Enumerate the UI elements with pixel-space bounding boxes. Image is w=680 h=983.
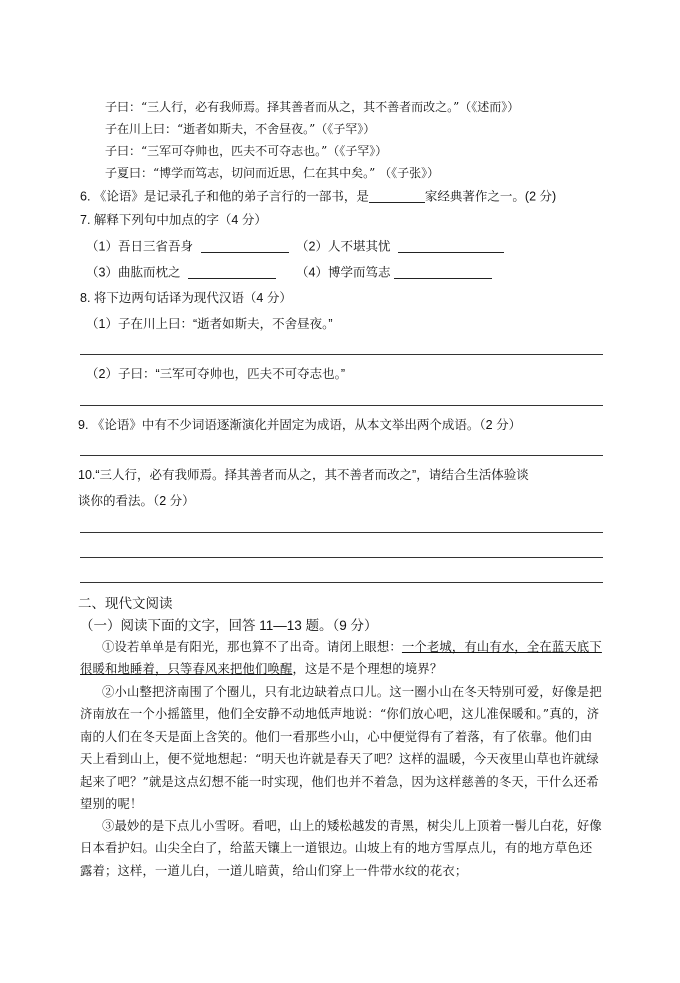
quote-line-4: 子夏曰：“博学而笃志，切问而近思，仁在其中矣。” （《子张》） bbox=[105, 166, 440, 180]
passage-paragraph-1 bbox=[80, 636, 602, 681]
answer-line[interactable] bbox=[80, 405, 603, 406]
passage-p1-underlined: 一个老城，有山有水，全在蓝天底下很暖和地睡着，只等春风来把他们唤醒 bbox=[80, 640, 602, 677]
passage-p1-start: ①设若单单是有阳光，那也算不了出奇。请闭上眼想： bbox=[102, 640, 402, 654]
passage-p3-text: ③最妙的是下点儿小雪呀。看吧，山上的矮松越发的青黑，树尖儿上顶着一髻儿白花，好像日本看护妇。山尖全白了，给蓝天镶上一道银边。山坡上有的地方雪厚点儿，有的地方草色还露着；这样，一道儿白，一道儿暗黄，给山们穿上一件带水纹的花衣； bbox=[80, 819, 602, 878]
section-title: 二、现代文阅读 bbox=[78, 596, 173, 611]
question-6 bbox=[80, 190, 556, 203]
passage-p2-text: ②小山整把济南围了个圈儿，只有北边缺着点口儿。这一圈小山在冬天特别可爱，好像是把济南放在一个小摇篮里，他们全安静不动地低声地说：“你们放心吧，这儿准保暖和。”真的，济南的人们在冬天是面上含笑的。他们一看那些小山，心中便觉得有了着落，有了依靠。他们由天上看到山上，便不觉地想起：“明天也许就是春天了吧？这样的温暖，今天夜里山草也许就绿起来了吧？”就是这点幻想不能一时实现，他们也并不着急，因为这样慈善的冬天，干什么还希望别的呢！ bbox=[80, 685, 602, 812]
question-6-suffix: 家经典著作之一。(2 分) bbox=[424, 189, 557, 204]
question-8-title: 8. 将下边两句话译为现代汉语（4 分） bbox=[80, 291, 292, 305]
question-10-line-1: 10.“三人行，必有我师焉。择其善者而从之，其不善者而改之”，请结合生活体验谈 bbox=[78, 468, 529, 482]
question-7-row-1 bbox=[86, 240, 289, 253]
question-7-blank-4[interactable] bbox=[394, 266, 492, 279]
question-7-blank-2[interactable] bbox=[398, 240, 504, 253]
question-7-row-4 bbox=[296, 266, 492, 279]
quote-line-3: 子曰：“三军可夺帅也，匹夫不可夺志也。”（《子罕》） bbox=[105, 144, 388, 158]
question-7-item-3: （3）曲肱而枕之 bbox=[86, 265, 181, 280]
answer-line[interactable] bbox=[80, 557, 603, 558]
answer-line[interactable] bbox=[80, 582, 603, 583]
question-7-row-2 bbox=[296, 240, 504, 253]
answer-line[interactable] bbox=[80, 532, 603, 533]
answer-line[interactable] bbox=[80, 455, 603, 456]
question-7-item-1: （1）吾日三省吾身 bbox=[86, 239, 193, 254]
answer-line[interactable] bbox=[80, 354, 603, 355]
question-8-item-1: （1）子在川上曰：“逝者如斯夫，不舍昼夜。” bbox=[86, 317, 333, 331]
question-7-item-4: （4）博学而笃志 bbox=[296, 265, 391, 280]
question-6-prefix: 6. 《论语》是记录孔子和他的弟子言行的一部书，是 bbox=[80, 189, 369, 204]
question-9: 9. 《论语》中有不少词语逐渐演化并固定为成语，从本文举出两个成语。（2 分） bbox=[78, 418, 522, 432]
quote-line-1: 子曰：“三人行，必有我师焉。择其善者而从之，其不善者而改之。”（《述而》） bbox=[105, 100, 520, 114]
question-7-blank-1[interactable] bbox=[201, 240, 289, 253]
question-6-blank[interactable] bbox=[369, 190, 425, 203]
quote-line-2: 子在川上曰：“逝者如斯夫，不舍昼夜。”（《子罕》） bbox=[105, 122, 376, 136]
question-7-row-3 bbox=[86, 266, 276, 279]
passage-paragraph-2 bbox=[80, 681, 602, 815]
passage-p1-end: ，这是不是个理想的境界？ bbox=[292, 662, 443, 677]
section-subtitle: （一）阅读下面的文字，回答 11—13 题。（9 分） bbox=[80, 618, 378, 633]
question-10-line-2: 谈你的看法。（2 分） bbox=[78, 494, 195, 508]
question-7-item-2: （2）人不堪其忧 bbox=[296, 239, 391, 254]
question-7-blank-3[interactable] bbox=[188, 266, 276, 279]
passage-paragraph-3 bbox=[80, 815, 602, 882]
question-8-item-2: （2）子曰：“三军可夺帅也，匹夫不可夺志也。” bbox=[86, 367, 346, 381]
question-7-title: 7. 解释下列句中加点的字（4 分） bbox=[80, 213, 267, 227]
